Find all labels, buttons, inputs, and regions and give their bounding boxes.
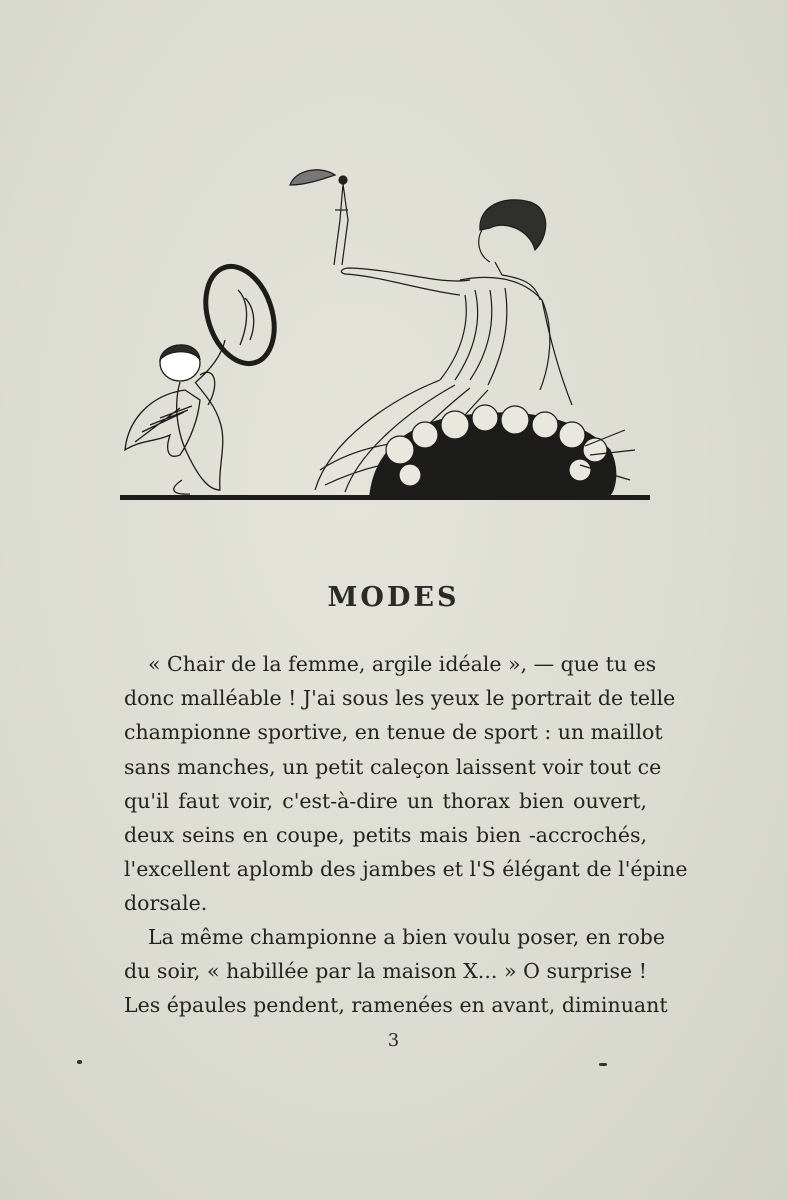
paragraph-1 [124, 647, 688, 921]
text-line: La même championne a bien voulu poser, en robe [148, 925, 666, 949]
text-line: dorsale. [124, 891, 208, 916]
print-mark [599, 1063, 607, 1066]
text-line: Les épaules pendent, ramenées en avant, diminuant [124, 993, 668, 1018]
text-line: championne sportive, en tenue de sport : un maillot [124, 720, 663, 745]
text-line: sans manches, un petit caleçon laissent voir tout ce [124, 754, 662, 779]
text-line: qu'il faut voir, c'est-à-dire un thorax bien ouvert, [124, 788, 647, 813]
text-line: donc malléable ! J'ai sous les yeux le portrait de telle [124, 686, 676, 711]
page-number: 3 [387, 1030, 400, 1051]
text-line: « Chair de la femme, argile idéale », — que tu es [148, 652, 657, 676]
text-line: deux seins en coupe, petits mais bien -accrochés, [124, 823, 647, 848]
text-line: du soir, « habillée par la maison X... » O surprise ! [124, 959, 647, 984]
text-line: l'excellent aplomb des jambes et l'S élégant de l'épine [124, 857, 688, 882]
print-mark [77, 1060, 82, 1064]
cupid-lady-vignette-illustration [110, 150, 655, 520]
paragraph-2 [124, 920, 668, 1023]
chapter-heading: MODES [327, 582, 460, 613]
illustration-signature: J.D. 1922 [540, 485, 577, 494]
